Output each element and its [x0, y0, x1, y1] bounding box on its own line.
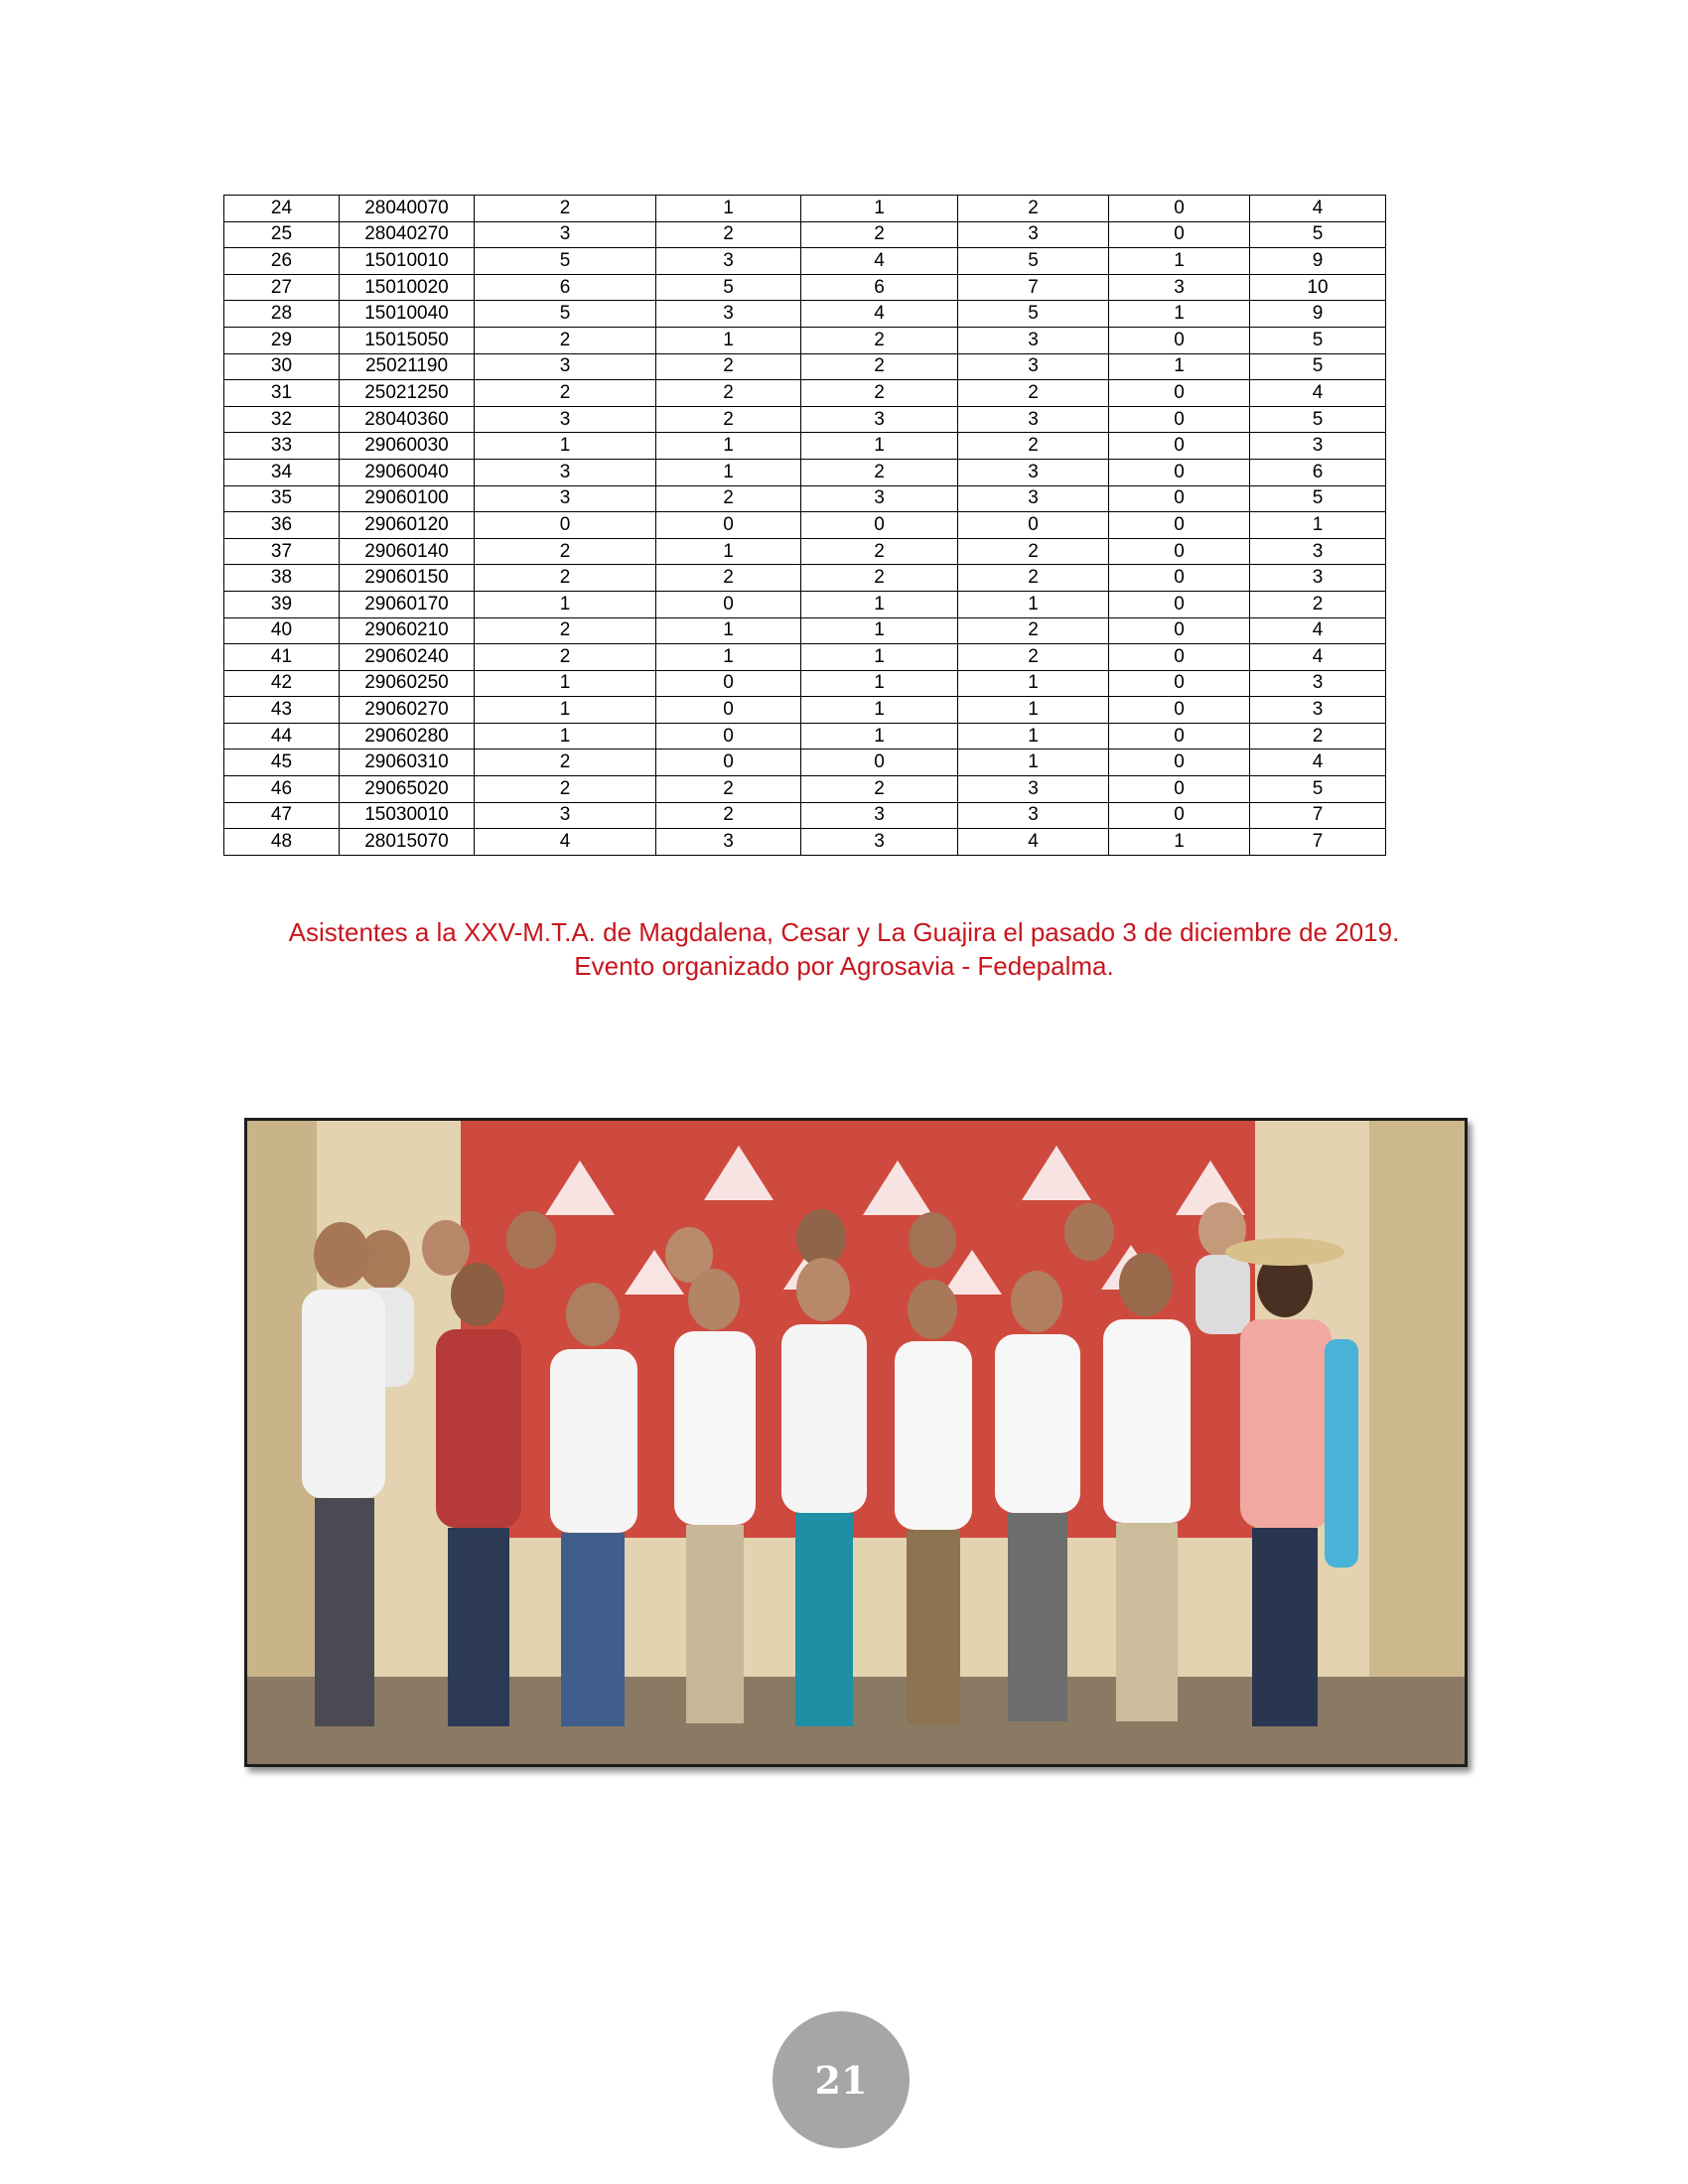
- table-cell: 0: [1109, 644, 1250, 671]
- table-cell: 28040070: [340, 196, 475, 222]
- table-cell: 10: [1250, 274, 1386, 301]
- table-cell: 1: [656, 459, 801, 485]
- table-cell: 26: [224, 248, 340, 275]
- table-cell: 48: [224, 829, 340, 856]
- table-cell: 46: [224, 776, 340, 803]
- table-cell: 7: [1250, 829, 1386, 856]
- table-cell: 0: [1109, 697, 1250, 724]
- table-cell: 5: [958, 301, 1109, 328]
- table-cell: 0: [1109, 591, 1250, 617]
- table-cell: 29: [224, 327, 340, 353]
- table-cell: 5: [1250, 406, 1386, 433]
- table-cell: 1: [656, 538, 801, 565]
- table-cell: 1: [958, 750, 1109, 776]
- table-cell: 9: [1250, 248, 1386, 275]
- table-cell: 5: [475, 301, 656, 328]
- table-cell: 29060310: [340, 750, 475, 776]
- table-cell: 0: [801, 750, 958, 776]
- table-cell: 1: [1250, 512, 1386, 539]
- table-cell: 3: [958, 485, 1109, 512]
- table-cell: 1: [1109, 301, 1250, 328]
- table-cell: 5: [656, 274, 801, 301]
- table-cell: 28015070: [340, 829, 475, 856]
- table-cell: 25021190: [340, 353, 475, 380]
- table-cell: 2: [801, 538, 958, 565]
- table-cell: 41: [224, 644, 340, 671]
- table-cell: 3: [475, 802, 656, 829]
- table-cell: 4: [1250, 380, 1386, 407]
- table-cell: 2: [801, 565, 958, 592]
- table-cell: 29060120: [340, 512, 475, 539]
- table-cell: 0: [1109, 433, 1250, 460]
- table-cell: 2: [475, 565, 656, 592]
- table-row: [224, 301, 1386, 328]
- table-cell: 15015050: [340, 327, 475, 353]
- table-cell: 24: [224, 196, 340, 222]
- table-row: [224, 406, 1386, 433]
- table-row: [224, 617, 1386, 644]
- table-cell: 5: [958, 248, 1109, 275]
- table-cell: 3: [1250, 538, 1386, 565]
- table-cell: 1: [1109, 248, 1250, 275]
- table-cell: 1: [475, 591, 656, 617]
- table-cell: 28: [224, 301, 340, 328]
- table-row: [224, 538, 1386, 565]
- table-cell: 15010020: [340, 274, 475, 301]
- table-cell: 3: [1250, 433, 1386, 460]
- table-cell: 0: [1109, 565, 1250, 592]
- table-cell: 0: [1109, 723, 1250, 750]
- table-cell: 2: [1250, 591, 1386, 617]
- table-cell: 47: [224, 802, 340, 829]
- table-cell: 2: [801, 776, 958, 803]
- table-cell: 1: [958, 591, 1109, 617]
- table-cell: 15010010: [340, 248, 475, 275]
- table-cell: 0: [656, 750, 801, 776]
- table-row: [224, 196, 1386, 222]
- table-cell: 2: [656, 565, 801, 592]
- table-cell: 2: [656, 485, 801, 512]
- table-row: [224, 327, 1386, 353]
- table-cell: 2: [958, 565, 1109, 592]
- table-row: [224, 459, 1386, 485]
- caption-line-1: Asistentes a la XXV-M.T.A. de Magdalena, Cesar y La Guajira el pasado 3 de diciembre de 2019.: [288, 917, 1400, 947]
- page-number-badge: [773, 2011, 910, 2148]
- table-cell: 3: [801, 802, 958, 829]
- table-cell: 2: [1250, 723, 1386, 750]
- table-cell: 0: [656, 723, 801, 750]
- table-cell: 2: [475, 750, 656, 776]
- table-row: [224, 802, 1386, 829]
- table-cell: 28040360: [340, 406, 475, 433]
- table-cell: 28040270: [340, 221, 475, 248]
- table-cell: 3: [656, 248, 801, 275]
- table-cell: 1: [801, 723, 958, 750]
- table-cell: 33: [224, 433, 340, 460]
- table-cell: 4: [1250, 750, 1386, 776]
- table-cell: 1: [801, 697, 958, 724]
- table-cell: 1: [656, 617, 801, 644]
- table-cell: 3: [958, 327, 1109, 353]
- table-cell: 0: [656, 512, 801, 539]
- table-cell: 3: [801, 829, 958, 856]
- table-cell: 0: [1109, 512, 1250, 539]
- table-cell: 29060170: [340, 591, 475, 617]
- table-cell: 2: [958, 538, 1109, 565]
- table-cell: 1: [656, 433, 801, 460]
- table-row: [224, 776, 1386, 803]
- table-cell: 0: [1109, 802, 1250, 829]
- caption-line-2: Evento organizado por Agrosavia - Fedepalma.: [574, 951, 1114, 981]
- table-cell: 2: [475, 776, 656, 803]
- table-cell: 3: [656, 301, 801, 328]
- table-cell: 2: [656, 380, 801, 407]
- table-cell: 0: [1109, 617, 1250, 644]
- table-row: [224, 274, 1386, 301]
- table-cell: 0: [475, 512, 656, 539]
- table-cell: 3: [656, 829, 801, 856]
- table-cell: 0: [1109, 670, 1250, 697]
- table-cell: 36: [224, 512, 340, 539]
- table-row: [224, 565, 1386, 592]
- table-cell: 29060240: [340, 644, 475, 671]
- table-row: [224, 485, 1386, 512]
- table-cell: 0: [656, 697, 801, 724]
- table-cell: 3: [958, 776, 1109, 803]
- table-cell: 1: [1109, 353, 1250, 380]
- table-cell: 4: [1250, 617, 1386, 644]
- table-row: [224, 697, 1386, 724]
- table-cell: 1: [475, 433, 656, 460]
- table-cell: 25: [224, 221, 340, 248]
- table-cell: 0: [801, 512, 958, 539]
- table-cell: 1: [475, 697, 656, 724]
- table-cell: 5: [475, 248, 656, 275]
- table-cell: 0: [958, 512, 1109, 539]
- table-cell: 0: [1109, 538, 1250, 565]
- table-cell: 2: [656, 221, 801, 248]
- table-cell: 6: [1250, 459, 1386, 485]
- table-cell: 3: [475, 353, 656, 380]
- table-cell: 2: [958, 433, 1109, 460]
- table-cell: 3: [1250, 697, 1386, 724]
- table-row: [224, 644, 1386, 671]
- table-cell: 3: [801, 485, 958, 512]
- table-cell: 2: [656, 802, 801, 829]
- table-cell: 2: [801, 459, 958, 485]
- table-row: [224, 750, 1386, 776]
- table-cell: 5: [1250, 327, 1386, 353]
- table-cell: 4: [801, 248, 958, 275]
- table-cell: 1: [801, 433, 958, 460]
- table-cell: 5: [1250, 221, 1386, 248]
- table-cell: 0: [1109, 327, 1250, 353]
- table-cell: 3: [958, 459, 1109, 485]
- table-cell: 2: [656, 406, 801, 433]
- table-cell: 0: [656, 670, 801, 697]
- table-cell: 1: [656, 644, 801, 671]
- table-cell: 2: [958, 617, 1109, 644]
- table-cell: 29060270: [340, 697, 475, 724]
- table-cell: 1: [656, 327, 801, 353]
- page-number: 21: [814, 2057, 868, 2103]
- table-cell: 29060150: [340, 565, 475, 592]
- table-cell: 0: [1109, 750, 1250, 776]
- table-cell: 1: [656, 196, 801, 222]
- table-cell: 42: [224, 670, 340, 697]
- table-row: [224, 512, 1386, 539]
- table-cell: 3: [958, 406, 1109, 433]
- table-cell: 3: [958, 802, 1109, 829]
- table-cell: 25021250: [340, 380, 475, 407]
- table-cell: 6: [801, 274, 958, 301]
- table-cell: 3: [475, 221, 656, 248]
- table-row: [224, 591, 1386, 617]
- table-cell: 3: [475, 459, 656, 485]
- table-cell: 3: [1250, 565, 1386, 592]
- table-cell: 40: [224, 617, 340, 644]
- table-row: [224, 670, 1386, 697]
- table-cell: 37: [224, 538, 340, 565]
- table-cell: 2: [801, 221, 958, 248]
- table-cell: 3: [475, 485, 656, 512]
- table-cell: 3: [958, 221, 1109, 248]
- table-cell: 1: [801, 591, 958, 617]
- table-cell: 2: [958, 644, 1109, 671]
- table-cell: 27: [224, 274, 340, 301]
- table-cell: 2: [801, 353, 958, 380]
- table-cell: 1: [801, 644, 958, 671]
- table-cell: 1: [801, 196, 958, 222]
- table-cell: 3: [1250, 670, 1386, 697]
- table-row: [224, 380, 1386, 407]
- table-cell: 29065020: [340, 776, 475, 803]
- table-cell: 31: [224, 380, 340, 407]
- table-cell: 2: [475, 644, 656, 671]
- table-row: [224, 221, 1386, 248]
- table-cell: 0: [1109, 485, 1250, 512]
- table-cell: 30: [224, 353, 340, 380]
- table-cell: 4: [1250, 644, 1386, 671]
- table-cell: 0: [1109, 221, 1250, 248]
- table-cell: 7: [1250, 802, 1386, 829]
- table-cell: 6: [475, 274, 656, 301]
- table-cell: 35: [224, 485, 340, 512]
- table-cell: 5: [1250, 485, 1386, 512]
- table-cell: 2: [656, 776, 801, 803]
- table-row: [224, 248, 1386, 275]
- table-cell: 43: [224, 697, 340, 724]
- table-row: [224, 723, 1386, 750]
- table-cell: 2: [475, 538, 656, 565]
- table-cell: 1: [475, 723, 656, 750]
- table-cell: 29060030: [340, 433, 475, 460]
- table-cell: 2: [475, 617, 656, 644]
- table-cell: 5: [1250, 776, 1386, 803]
- table-cell: 38: [224, 565, 340, 592]
- table-cell: 15030010: [340, 802, 475, 829]
- table-cell: 2: [958, 380, 1109, 407]
- table-cell: 3: [475, 406, 656, 433]
- photo-caption: [149, 915, 1539, 983]
- table-cell: 1: [958, 723, 1109, 750]
- table-cell: 44: [224, 723, 340, 750]
- table-cell: 2: [475, 380, 656, 407]
- table-row: [224, 353, 1386, 380]
- table-cell: 7: [958, 274, 1109, 301]
- group-photo-illustration: [247, 1121, 1465, 1764]
- table-cell: 4: [958, 829, 1109, 856]
- table-cell: 2: [958, 196, 1109, 222]
- table-cell: 2: [656, 353, 801, 380]
- table-cell: 0: [1109, 459, 1250, 485]
- table-cell: 0: [656, 591, 801, 617]
- group-photo: [244, 1118, 1468, 1767]
- table-cell: 29060280: [340, 723, 475, 750]
- table-cell: 4: [801, 301, 958, 328]
- table-cell: 4: [1250, 196, 1386, 222]
- table-cell: 34: [224, 459, 340, 485]
- table-cell: 1: [1109, 829, 1250, 856]
- table-cell: 0: [1109, 776, 1250, 803]
- table-cell: 0: [1109, 380, 1250, 407]
- table-row: [224, 829, 1386, 856]
- table-cell: 15010040: [340, 301, 475, 328]
- table-row: [224, 433, 1386, 460]
- table-cell: 2: [801, 380, 958, 407]
- table-cell: 29060140: [340, 538, 475, 565]
- table-cell: 3: [1109, 274, 1250, 301]
- table-cell: 2: [801, 327, 958, 353]
- table-cell: 3: [958, 353, 1109, 380]
- table-cell: 32: [224, 406, 340, 433]
- table-cell: 1: [958, 697, 1109, 724]
- table-cell: 29060040: [340, 459, 475, 485]
- table-cell: 29060210: [340, 617, 475, 644]
- table-cell: 3: [801, 406, 958, 433]
- table-cell: 1: [801, 617, 958, 644]
- table-cell: 4: [475, 829, 656, 856]
- table-cell: 45: [224, 750, 340, 776]
- table-cell: 1: [801, 670, 958, 697]
- table-cell: 0: [1109, 406, 1250, 433]
- table-cell: 1: [475, 670, 656, 697]
- photo-right-pillar: [1369, 1121, 1465, 1764]
- table-cell: 2: [475, 196, 656, 222]
- table-cell: 5: [1250, 353, 1386, 380]
- table-cell: 2: [475, 327, 656, 353]
- data-table: [223, 195, 1386, 856]
- table-body: [224, 196, 1386, 856]
- table-cell: 39: [224, 591, 340, 617]
- table-cell: 29060100: [340, 485, 475, 512]
- table-cell: 1: [958, 670, 1109, 697]
- table-cell: 0: [1109, 196, 1250, 222]
- table-cell: 29060250: [340, 670, 475, 697]
- table-cell: 9: [1250, 301, 1386, 328]
